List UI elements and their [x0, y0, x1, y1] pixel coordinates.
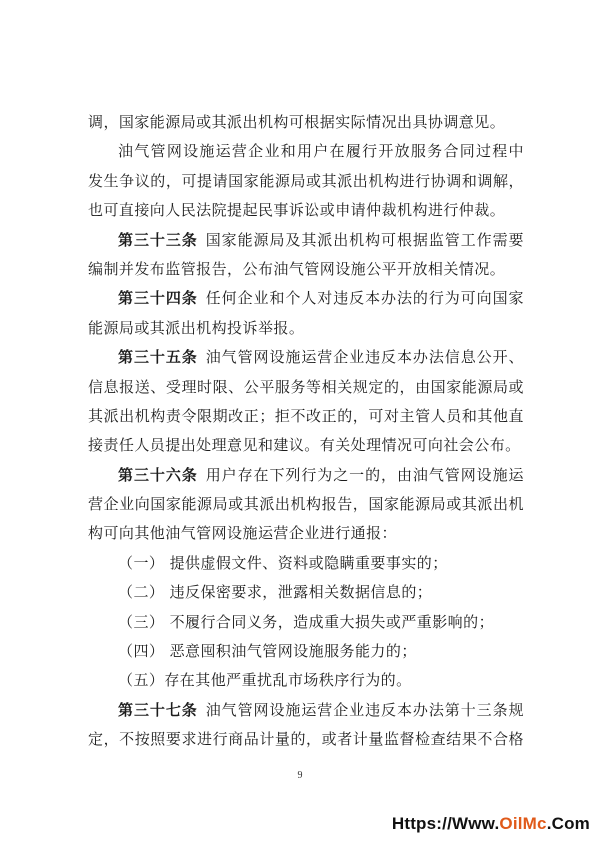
article-label: 第三十四条 — [118, 289, 198, 308]
article-33-line — [88, 226, 524, 255]
article-label: 第三十五条 — [118, 348, 198, 367]
watermark-brand: OilMc — [499, 814, 547, 833]
list-item: （四） 恶意囤积油气管网设施服务能力的； — [118, 642, 417, 661]
list-item: （三） 不履行合同义务，造成重大损失或严重影响的； — [118, 612, 495, 631]
paragraph-line: 油气管网设施运营企业和用户在履行开放服务合同过程中 — [118, 142, 524, 161]
article-35-line: 信息报送、受理时限、公平服务等相关规定的，由国家能源局或 — [88, 377, 524, 396]
list-item: （五）存在其他严重扰乱市场秩序行为的。 — [118, 671, 412, 690]
watermark-suffix: .Com — [546, 814, 590, 833]
watermark — [392, 814, 590, 834]
article-35-line: 接责任人员提出处理意见和建议。有关处理情况可向社会公布。 — [88, 436, 521, 455]
article-text: 任何企业和个人对违反本办法的行为可向国家 — [205, 289, 524, 308]
list-item: （二） 违反保密要求，泄露相关数据信息的； — [118, 583, 433, 602]
paragraph-line: 发生争议的，可提请国家能源局或其派出机构进行协调和调解， — [88, 171, 524, 190]
article-35-line: 其派出机构责令限期改正；拒不改正的，可对主管人员和其他直 — [88, 406, 524, 425]
article-text: 油气管网设施运营企业违反本办法第十三条规 — [205, 700, 524, 719]
paragraph-line: 也可直接向人民法院提起民事诉讼或申请仲裁机构进行仲裁。 — [88, 201, 506, 220]
article-34-line: 能源局或其派出机构投诉举报。 — [88, 318, 305, 337]
paragraph-line: 调，国家能源局或其派出机构可根据实际情况出具协调意见。 — [88, 113, 506, 131]
article-text: 用户存在下列行为之一的，由油气管网设施运 — [205, 465, 524, 484]
article-36-line: 构可向其他油气管网设施运营企业进行通报： — [88, 524, 398, 543]
article-35-line — [88, 343, 524, 372]
article-text: 油气管网设施运营企业违反本办法信息公开、 — [205, 348, 524, 367]
document-body — [88, 108, 524, 755]
article-36-line: 营企业向国家能源局或其派出机构报告，国家能源局或其派出机 — [88, 495, 524, 514]
article-label: 第三十三条 — [118, 230, 198, 249]
article-label: 第三十六条 — [118, 465, 198, 484]
page-number: 9 — [297, 770, 303, 781]
watermark-prefix: Https://Www. — [391, 814, 500, 833]
list-item: （一） 提供虚假文件、资料或隐瞒重要事实的； — [118, 553, 448, 572]
article-34-line — [88, 284, 524, 313]
article-37-line — [88, 696, 524, 725]
article-label: 第三十七条 — [118, 700, 198, 719]
article-36-line — [88, 461, 524, 490]
article-text: 国家能源局及其派出机构可根据监管工作需要 — [205, 230, 524, 249]
article-37-line: 定，不按照要求进行商品计量的，或者计量监督检查结果不合格 — [88, 730, 524, 749]
article-33-line: 编制并发布监管报告，公布油气管网设施公平开放相关情况。 — [88, 259, 506, 278]
